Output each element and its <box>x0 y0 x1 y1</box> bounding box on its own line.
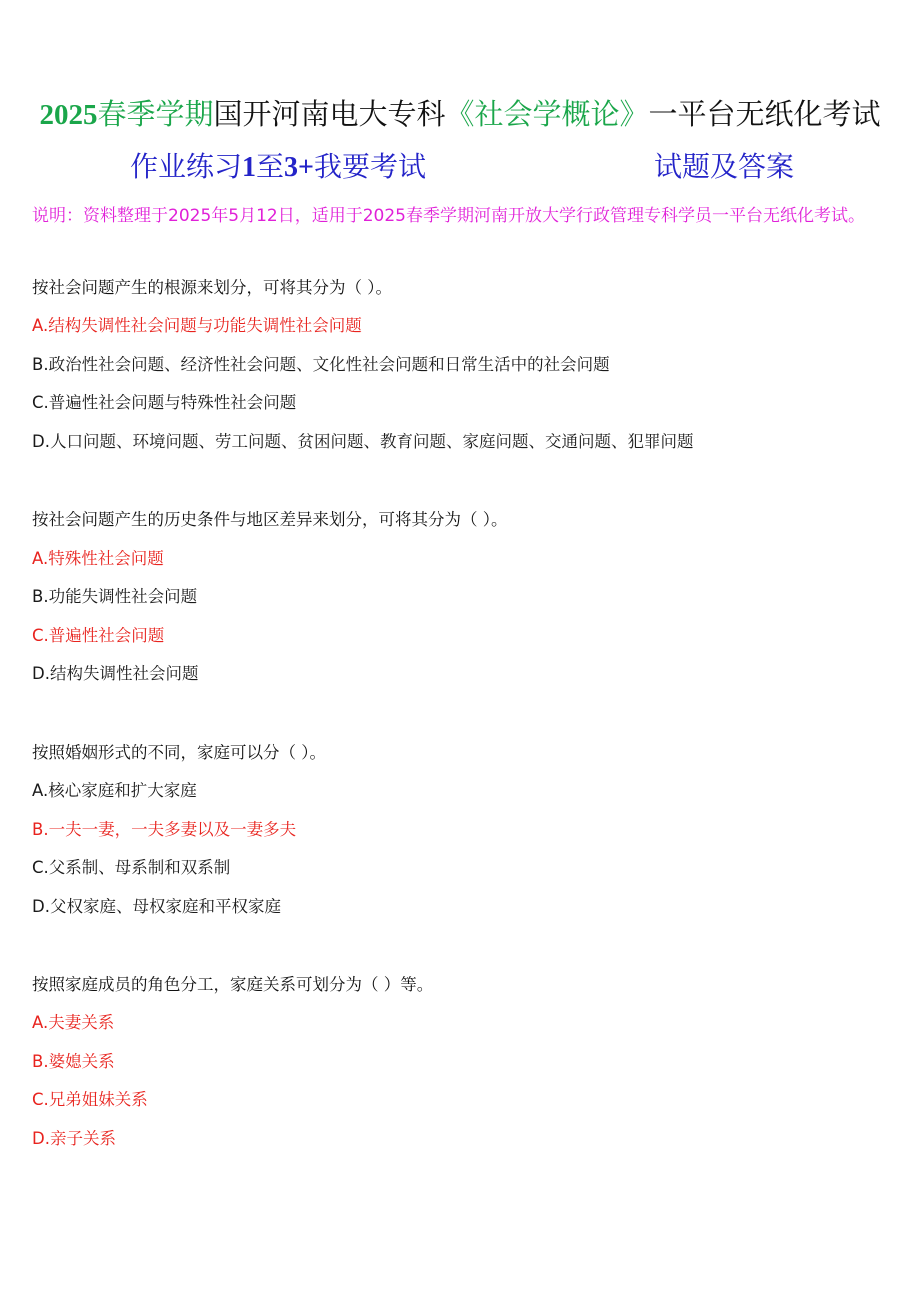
question-2-option-b: B.功能失调性社会问题 <box>32 587 198 606</box>
question-2-option-a: A.特殊性社会问题 <box>32 549 164 568</box>
question-4-option-d: D.亲子关系 <box>32 1129 116 1148</box>
title-num-1: 1 <box>242 152 257 183</box>
question-1-option-d: D.人口问题、环境问题、劳工问题、贫困问题、教育问题、家庭问题、交通问题、犯罪问题 <box>32 432 694 451</box>
title-practice: 作业练习 <box>130 150 243 183</box>
question-4-stem: 按照家庭成员的角色分工，家庭关系可划分为（ ）等。 <box>32 975 434 994</box>
title-answers: 试题及答案 <box>654 150 795 183</box>
question-4-option-c: C.兄弟姐妹关系 <box>32 1090 148 1109</box>
question-3-stem: 按照婚姻形式的不同，家庭可以分（ ）。 <box>32 743 326 762</box>
title-exam-type: 一平台无纸化考试 <box>648 97 881 131</box>
question-1-option-c: C.普遍性社会问题与特殊性社会问题 <box>32 393 297 412</box>
document-title-line-1 <box>0 92 920 137</box>
question-3-option-b: B.一夫一妻，一夫多妻以及一妻多夫 <box>32 820 297 839</box>
title-year: 2025 <box>39 99 98 131</box>
document-title-line-2 <box>130 145 426 190</box>
question-2-option-c: C.普遍性社会问题 <box>32 626 165 645</box>
question-2-stem: 按社会问题产生的历史条件与地区差异来划分，可将其分为（ ）。 <box>32 510 508 529</box>
title-school: 国开河南电大专科 <box>213 97 446 131</box>
question-2-option-d: D.结构失调性社会问题 <box>32 664 199 683</box>
title-season: 春季学期 <box>97 97 214 131</box>
question-3-option-a: A.核心家庭和扩大家庭 <box>32 781 197 800</box>
title-course: 《社会学概论》 <box>445 97 649 131</box>
question-4-option-a: A.夫妻关系 <box>32 1013 115 1032</box>
question-1-stem: 按社会问题产生的根源来划分，可将其分为（ ）。 <box>32 278 392 297</box>
document-note: 说明：资料整理于2025年5月12日，适用于2025春季学期河南开放大学行政管理专科学员一平台无纸化考试。 <box>32 206 865 226</box>
title-to: 至 <box>256 150 285 183</box>
question-3-option-d: D.父权家庭、母权家庭和平权家庭 <box>32 897 281 916</box>
question-4-option-b: B.婆媳关系 <box>32 1052 115 1071</box>
question-3-option-c: C.父系制、母系制和双系制 <box>32 858 231 877</box>
title-my-exam: 我要考试 <box>314 150 427 183</box>
question-1-option-a: A.结构失调性社会问题与功能失调性社会问题 <box>32 316 362 335</box>
title-num-3: 3+ <box>284 152 314 183</box>
question-1-option-b: B.政治性社会问题、经济性社会问题、文化性社会问题和日常生活中的社会问题 <box>32 355 610 374</box>
